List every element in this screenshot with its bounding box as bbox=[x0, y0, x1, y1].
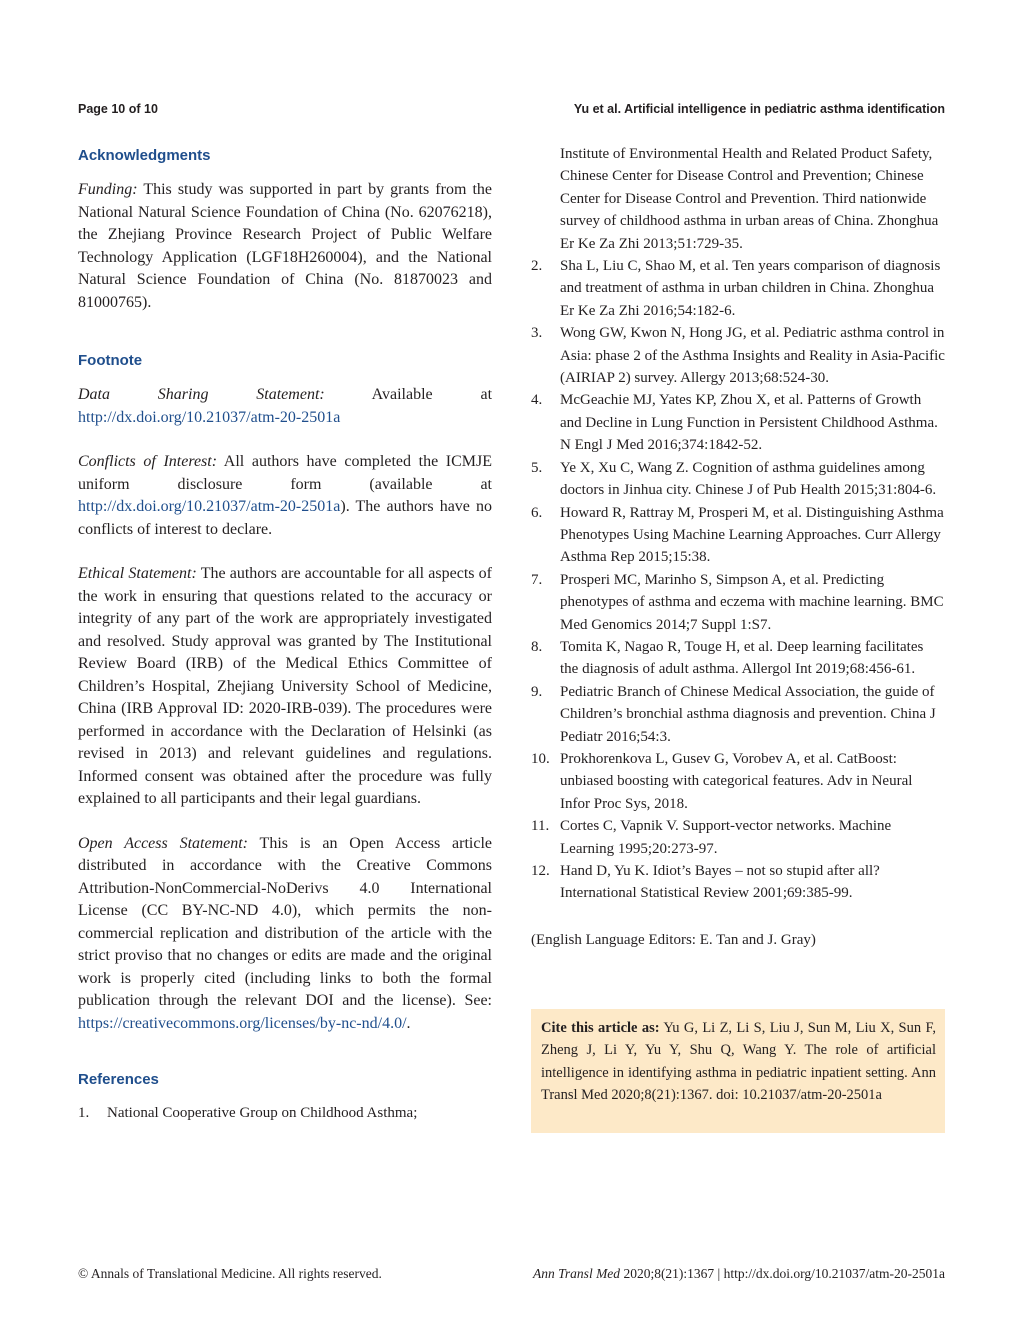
reference-item-4 bbox=[531, 389, 945, 456]
ethical-label: Ethical Statement: bbox=[78, 565, 197, 582]
reference-item-9 bbox=[531, 681, 945, 748]
reference-text: Prokhorenkova L, Gusev G, Vorobev A, et al. CatBoost: unbiased boosting with categorical features. Adv in Neural Infor Proc Sys, 2018. bbox=[560, 750, 913, 812]
reference-number: 9. bbox=[531, 683, 543, 700]
running-title: Yu et al. Artificial intelligence in pediatric asthma identification bbox=[573, 102, 945, 116]
data-sharing-label: Data Sharing Statement: bbox=[78, 386, 325, 403]
reference-text: Wong GW, Kwon N, Hong JG, et al. Pediatric asthma control in Asia: phase 2 of the Asthma Insights and Reality in Asia-Pacific (AIRIAP 2) survey. Allergy 2013;68:524-30. bbox=[560, 325, 945, 387]
journal-abbrev: Ann Transl Med bbox=[533, 1266, 621, 1281]
reference-number: 4. bbox=[531, 392, 543, 409]
acknowledgments-heading: Acknowledgments bbox=[78, 147, 211, 164]
reference-text: Hand D, Yu K. Idiot’s Bayes – not so stupid after all? International Statistical Review 2001;69:385-99. bbox=[560, 863, 880, 902]
reference-text: Howard R, Rattray M, Prosperi M, et al. Distinguishing Asthma Phenotypes Using Machine Learning Approaches. Curr Allergy Asthma Rep 2015;15:38. bbox=[560, 504, 944, 566]
reference-item-12 bbox=[531, 860, 945, 905]
reference-1-continuation: Institute of Environmental Health and Related Product Safety, Chinese Center for Disease Control and Prevention; Chinese Center for Disease Control and Prevention. Third nationwide survey of childhood asthma in urban areas of China. Zhonghua Er Ke Za Zhi 2013;51:729-35. bbox=[560, 146, 939, 252]
cite-article-box bbox=[531, 1009, 945, 1133]
reference-text: Tomita K, Nagao R, Touge H, et al. Deep learning facilitates the diagnosis of adult asthma. Allergol Int 2019;68:456-61. bbox=[560, 638, 924, 678]
right-column bbox=[531, 143, 945, 951]
data-sharing-paragraph bbox=[78, 384, 492, 429]
reference-number: 3. bbox=[531, 325, 543, 342]
open-access-text: This is an Open Access article distributed in accordance with the Creative Commons Attribution-NonCommercial-NoDerivs 4.0 International License (CC BY-NC-ND 4.0), which permits the non-commercial replication and distribution of the article with the strict proviso that no changes or edits are made and the original work is properly cited (including links to both the formal publication through the relevant DOI and the license). See: bbox=[78, 834, 492, 1009]
reference-number: 7. bbox=[531, 571, 543, 588]
references-heading: References bbox=[78, 1071, 159, 1088]
reference-list bbox=[531, 255, 945, 905]
editors-note: (English Language Editors: E. Tan and J. Gray) bbox=[531, 931, 816, 948]
reference-text: Cortes C, Vapnik V. Support-vector networks. Machine Learning 1995;20:273-97. bbox=[560, 818, 892, 857]
cite-text: Yu G, Li Z, Li S, Liu J, Sun M, Liu X, Sun F, Zheng J, Li Y, Yu Y, Shu Q, Wang Y. The role of artificial intelligence in identifying asthma in pediatric inpatient setting. Ann Transl Med 2020;8(21):1367. doi: 10.21037/atm-20-2501a bbox=[541, 1020, 936, 1104]
reference-item-5 bbox=[531, 457, 945, 502]
reference-item-3 bbox=[531, 322, 945, 389]
reference-number: 10. bbox=[531, 750, 550, 767]
ethical-paragraph bbox=[78, 563, 492, 811]
reference-item-2 bbox=[531, 255, 945, 322]
reference-text: Ye X, Xu C, Wang Z. Cognition of asthma guidelines among doctors in Jinhua city. Chinese J of Pub Health 2015;31:804-6. bbox=[560, 459, 937, 499]
reference-text: National Cooperative Group on Childhood Asthma; bbox=[107, 1105, 418, 1121]
reference-number: 6. bbox=[531, 504, 543, 521]
reference-item-6 bbox=[531, 502, 945, 569]
license-link[interactable]: https://creativecommons.org/licenses/by-nc-nd/4.0/ bbox=[78, 1014, 407, 1032]
page-number: Page 10 of 10 bbox=[78, 102, 158, 116]
reference-item-1 bbox=[78, 1102, 492, 1124]
data-sharing-link[interactable]: http://dx.doi.org/10.21037/atm-20-2501a bbox=[78, 408, 341, 426]
reference-number: 5. bbox=[531, 459, 543, 476]
copyright-notice: © Annals of Translational Medicine. All rights reserved. bbox=[78, 1266, 382, 1281]
open-access-end: . bbox=[406, 1014, 411, 1032]
cite-label: Cite this article as: bbox=[541, 1020, 660, 1036]
footer-doi: 2020;8(21):1367 | http://dx.doi.org/10.21037/atm-20-2501a bbox=[620, 1266, 945, 1281]
reference-text: Sha L, Liu C, Shao M, et al. Ten years comparison of diagnosis and treatment of asthma in urban children in China. Zhonghua Er Ke Za Zhi 2016;54:182-6. bbox=[560, 258, 941, 319]
reference-number: 11. bbox=[531, 818, 550, 835]
reference-text: Prosperi MC, Marinho S, Simpson A, et al. Predicting phenotypes of asthma and eczema with machine learning. BMC Med Genomics 2014;7 Suppl 1:S7. bbox=[560, 571, 944, 633]
reference-number: 12. bbox=[531, 863, 550, 879]
reference-item-10 bbox=[531, 748, 945, 815]
conflicts-label: Conflicts of Interest: bbox=[78, 453, 218, 470]
conflicts-paragraph bbox=[78, 451, 492, 541]
reference-number: 1. bbox=[78, 1105, 90, 1121]
funding-paragraph bbox=[78, 179, 492, 314]
reference-item-7 bbox=[531, 569, 945, 636]
reference-item-11 bbox=[531, 815, 945, 860]
reference-number: 8. bbox=[531, 638, 543, 655]
reference-number: 2. bbox=[531, 258, 543, 275]
funding-text: This study was supported in part by grants from the National Natural Science Foundation of China (No. 62076218), the Zhejiang Province Research Project of Public Welfare Technology Application (LGF18H260004), and the National Natural Science Foundation of China (No. 81870023 and 81000765). bbox=[78, 181, 492, 311]
conflicts-text-end: ). The authors have no conflicts of interest to declare. bbox=[78, 498, 492, 538]
conflicts-text-start: All authors have completed the ICMJE uniform disclosure form (available at bbox=[78, 453, 492, 493]
footnote-heading: Footnote bbox=[78, 352, 143, 369]
footer-citation bbox=[533, 1266, 945, 1282]
left-column bbox=[78, 142, 492, 1124]
ethical-text: The authors are accountable for all aspects of the work in ensuring that questions related to the accuracy or integrity of any part of the work are appropriately investigated and resolved. Study approval was granted by The Institutional Review Board (IRB) of the Medical Ethics Committee of Children’s Hospital, Zhejiang University School of Medicine, China (IRB Approval ID: 2020-IRB-039). The procedures were performed in accordance with the Declaration of Helsinki (as revised in 2013) and relevant guidelines and regulations. Informed consent was obtained after the procedure was fully explained to all participants and their legal guardians. bbox=[78, 565, 492, 807]
reference-text: McGeachie MJ, Yates KP, Zhou X, et al. Patterns of Growth and Decline in Lung Function in Persistent Childhood Asthma. N Engl J Med 2016;374:1842-52. bbox=[560, 392, 938, 454]
funding-label: Funding: bbox=[78, 181, 138, 198]
open-access-paragraph bbox=[78, 833, 492, 1036]
data-sharing-text: Available at bbox=[324, 386, 493, 403]
conflicts-link[interactable]: http://dx.doi.org/10.21037/atm-20-2501a bbox=[78, 498, 341, 515]
reference-item-8 bbox=[531, 636, 945, 681]
reference-text: Pediatric Branch of Chinese Medical Association, the guide of Children’s bronchial asthma diagnosis and prevention. China J Pediatr 2016;54:3. bbox=[560, 683, 936, 745]
open-access-label: Open Access Statement: bbox=[78, 834, 248, 852]
cite-article-text bbox=[541, 1017, 936, 1107]
